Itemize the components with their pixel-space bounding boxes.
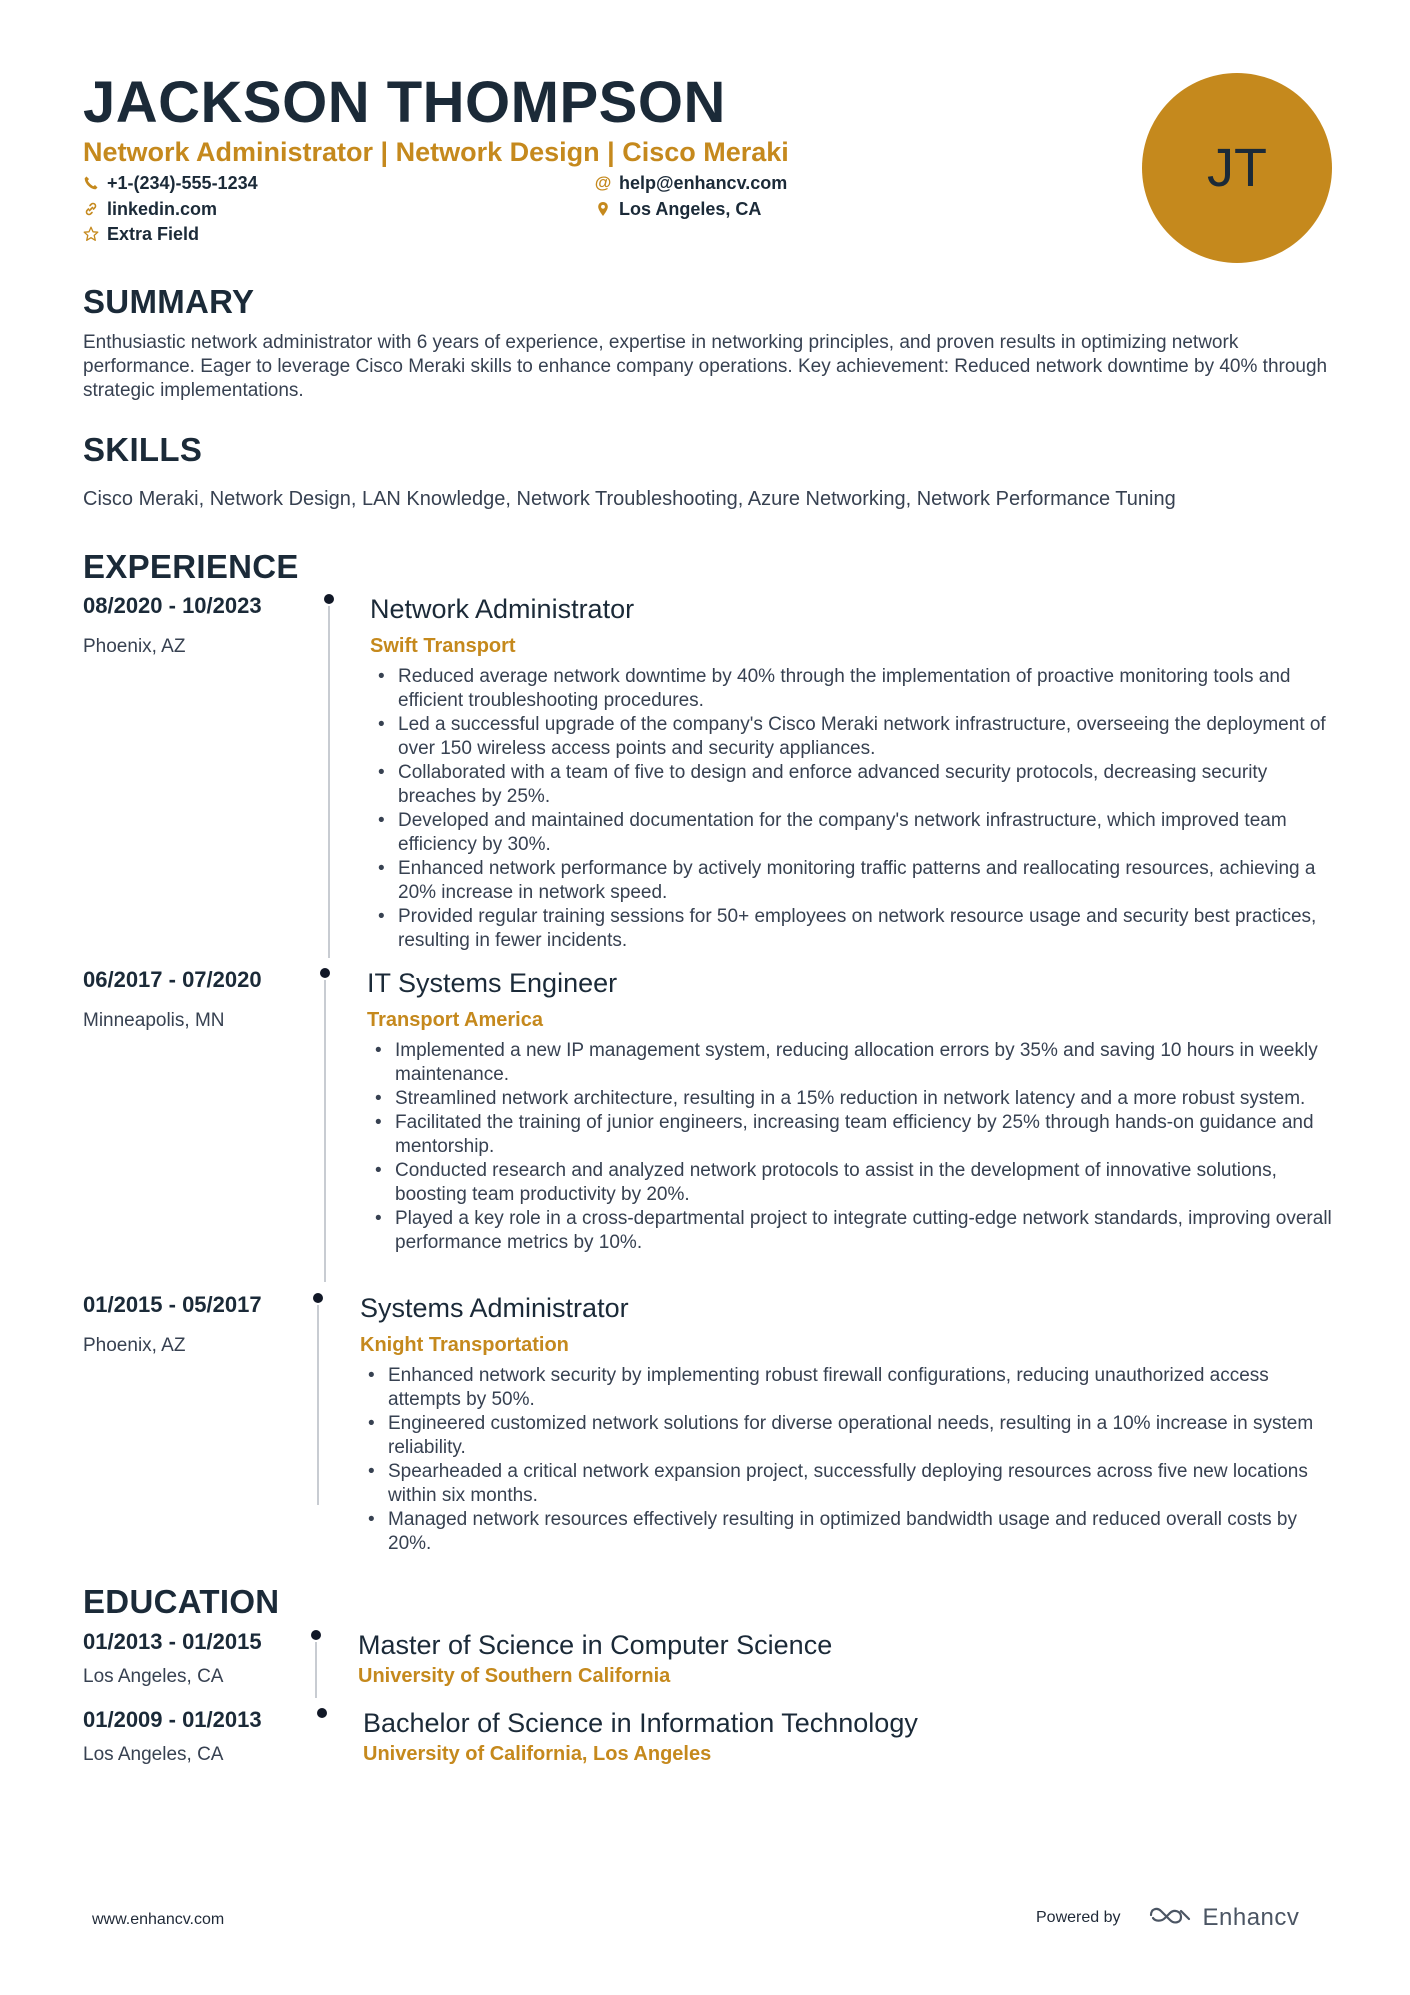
bullet-item: • Facilitated the training of junior engineers, increasing team efficiency by 25% through hands-on guidance and mentorship. bbox=[367, 1111, 1342, 1159]
bullet-item: • Spearheaded a critical network expansion project, successfully deploying resources across five new locations within six months. bbox=[360, 1460, 1335, 1508]
skills-text: Cisco Meraki, Network Design, LAN Knowledge, Network Troubleshooting, Azure Networking, Network Performance Tuning bbox=[83, 488, 1176, 510]
experience-heading: EXPERIENCE bbox=[83, 548, 299, 585]
avatar-initials: JT bbox=[1207, 138, 1267, 198]
phone-icon bbox=[83, 175, 99, 191]
job-location: Phoenix, AZ bbox=[83, 636, 186, 657]
avatar bbox=[1142, 73, 1332, 263]
bullet-item: • Implemented a new IP management system, reducing allocation errors by 35% and saving 10 hours in weekly maintenance. bbox=[367, 1039, 1342, 1087]
job-role: Network Administrator bbox=[370, 594, 635, 624]
extra-field-text: Extra Field bbox=[107, 224, 200, 244]
bullet-item: • Developed and maintained documentation for the company's network infrastructure, which improved team efficiency by 30%. bbox=[370, 809, 1340, 857]
summary-heading: SUMMARY bbox=[83, 283, 255, 320]
contact-linkedin bbox=[83, 197, 217, 221]
edu-dates: 01/2013 - 01/2015 bbox=[83, 1629, 262, 1654]
job-role: Systems Administrator bbox=[360, 1293, 629, 1323]
job-company: Swift Transport bbox=[370, 635, 516, 657]
footer-website[interactable]: www.enhancv.com bbox=[92, 1911, 225, 1928]
candidate-name: JACKSON THOMPSON bbox=[83, 70, 726, 135]
contact-phone bbox=[83, 171, 258, 195]
timeline-dot bbox=[313, 1293, 323, 1303]
timeline-dot bbox=[320, 968, 330, 978]
job-bullets bbox=[360, 1364, 1335, 1556]
contact-location bbox=[595, 197, 761, 221]
job-company: Transport America bbox=[367, 1009, 543, 1031]
map-pin-icon bbox=[595, 201, 611, 217]
job-bullets bbox=[367, 1039, 1342, 1255]
timeline-dot bbox=[324, 594, 334, 604]
job-dates: 08/2020 - 10/2023 bbox=[83, 593, 262, 618]
edu-location: Los Angeles, CA bbox=[83, 1666, 224, 1687]
bullet-item: • Conducted research and analyzed network protocols to assist in the development of innovative solutions, boosting team productivity by 20%. bbox=[367, 1159, 1342, 1207]
star-icon bbox=[83, 226, 99, 242]
timeline-line bbox=[328, 606, 330, 958]
timeline-dot bbox=[311, 1630, 321, 1640]
footer-branding bbox=[1036, 1903, 1299, 1932]
summary-text: Enthusiastic network administrator with 6 years of experience, expertise in networking principles, and proven results in optimizing network performance. Eager to leverage Cisco Meraki skills to enhance company operations. Key achievement: Reduced network downtime by 40% through strategic implementations. bbox=[83, 332, 1328, 401]
contact-email bbox=[595, 171, 787, 195]
job-dates: 01/2015 - 05/2017 bbox=[83, 1292, 262, 1317]
education-heading: EDUCATION bbox=[83, 1583, 280, 1620]
timeline-line bbox=[315, 1642, 317, 1698]
edu-location: Los Angeles, CA bbox=[83, 1744, 224, 1765]
contact-extra bbox=[83, 222, 199, 246]
bullet-item: • Streamlined network architecture, resulting in a 15% reduction in network latency and a more robust system. bbox=[367, 1087, 1342, 1111]
link-icon bbox=[83, 201, 99, 217]
bullet-item: • Managed network resources effectively resulting in optimized bandwidth usage and reduced overall costs by 20%. bbox=[360, 1508, 1335, 1556]
job-company: Knight Transportation bbox=[360, 1334, 569, 1356]
edu-school: University of California, Los Angeles bbox=[363, 1743, 712, 1765]
timeline-line bbox=[317, 1305, 319, 1505]
bullet-item: • Provided regular training sessions for 50+ employees on network resource usage and security best practices, resulting in fewer incidents. bbox=[370, 905, 1340, 953]
timeline-line bbox=[324, 980, 326, 1282]
timeline-dot bbox=[317, 1708, 327, 1718]
at-icon: @ bbox=[594, 173, 612, 192]
candidate-title: Network Administrator | Network Design | Cisco Meraki bbox=[83, 137, 789, 167]
powered-by-label: Powered by bbox=[1036, 1908, 1121, 1926]
bullet-item: • Reduced average network downtime by 40% through the implementation of proactive monitoring tools and efficient troubleshooting procedures. bbox=[370, 665, 1340, 713]
bullet-item: • Enhanced network security by implementing robust firewall configurations, reducing unauthorized access attempts by 50%. bbox=[360, 1364, 1335, 1412]
job-role: IT Systems Engineer bbox=[367, 968, 618, 998]
edu-school: University of Southern California bbox=[358, 1665, 671, 1687]
bullet-item: • Engineered customized network solutions for diverse operational needs, resulting in a 10% increase in system reliability. bbox=[360, 1412, 1335, 1460]
bullet-item: • Collaborated with a team of five to design and enforce advanced security protocols, decreasing security breaches by 25%. bbox=[370, 761, 1340, 809]
edu-dates: 01/2009 - 01/2013 bbox=[83, 1707, 262, 1732]
job-dates: 06/2017 - 07/2020 bbox=[83, 967, 262, 992]
linkedin-text: linkedin.com bbox=[107, 199, 218, 219]
edu-degree: Master of Science in Computer Science bbox=[358, 1630, 833, 1660]
bullet-item: • Led a successful upgrade of the company's Cisco Meraki network infrastructure, overseeing the deployment of over 150 wireless access points and security appliances. bbox=[370, 713, 1340, 761]
enhancv-brand-text: Enhancv bbox=[1202, 1903, 1300, 1931]
bullet-item: • Enhanced network performance by actively monitoring traffic patterns and reallocating resources, achieving a 20% increase in network speed. bbox=[370, 857, 1340, 905]
edu-degree: Bachelor of Science in Information Technology bbox=[363, 1708, 918, 1738]
skills-heading: SKILLS bbox=[83, 431, 203, 468]
email-text: help@enhancv.com bbox=[619, 173, 788, 193]
job-location: Phoenix, AZ bbox=[83, 1335, 186, 1356]
job-bullets bbox=[370, 665, 1340, 953]
job-location: Minneapolis, MN bbox=[83, 1010, 225, 1031]
enhancv-logo-icon bbox=[1147, 1903, 1193, 1932]
bullet-item: • Played a key role in a cross-departmental project to integrate cutting-edge network standards, improving overall performance metrics by 10%. bbox=[367, 1207, 1342, 1255]
phone-text: +1-(234)-555-1234 bbox=[107, 173, 258, 193]
location-text: Los Angeles, CA bbox=[619, 199, 762, 219]
